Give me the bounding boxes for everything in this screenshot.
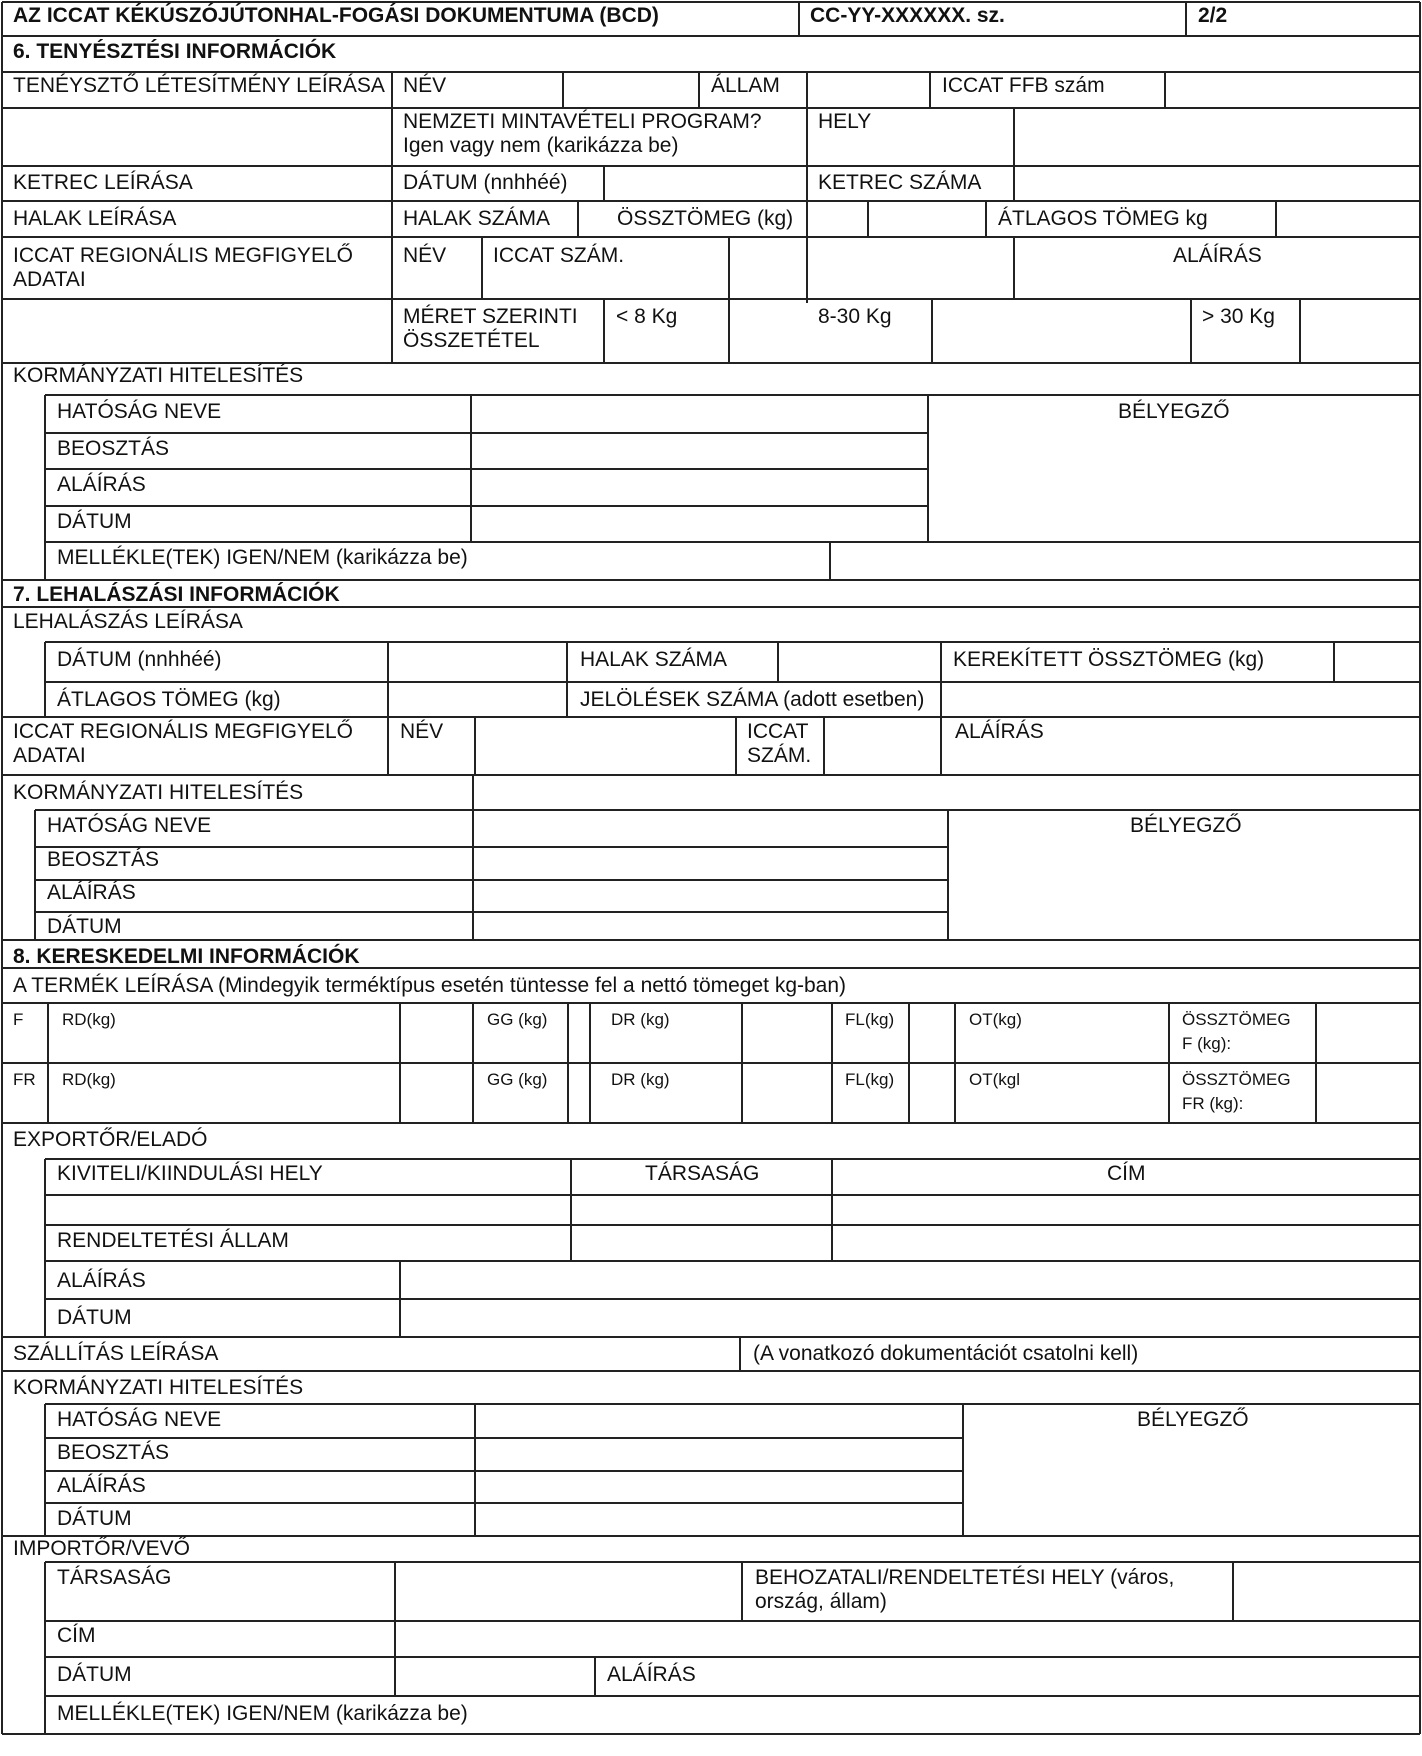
exporter-label: EXPORTŐR/ELADÓ	[13, 1128, 208, 1151]
harvest-description-label: LEHALÁSZÁS LEÍRÁSA	[13, 610, 243, 633]
trade-gov-signature-label: ALÁÍRÁS	[57, 1474, 146, 1497]
government-validation-label: KORMÁNYZATI HITELESÍTÉS	[13, 364, 304, 387]
importer-label: IMPORTŐR/VEVŐ	[13, 1537, 190, 1560]
annex-label: MELLÉKLE(TEK) IGEN/NEM (karikázza be)	[57, 546, 468, 569]
observer-signature-label: ALÁÍRÁS	[1173, 244, 1262, 267]
importer-address-label: CÍM	[57, 1624, 96, 1647]
fr-gg-label: GG (kg)	[487, 1070, 548, 1089]
place-label: HELY	[818, 110, 872, 133]
f-ot-label: OT(kg)	[969, 1010, 1022, 1029]
size-composition-label-line2: ÖSSZETÉTEL	[403, 329, 540, 352]
harvest-authority-name-label: HATÓSÁG NEVE	[47, 814, 212, 837]
cage-number-label: KETREC SZÁMA	[818, 171, 982, 194]
sampling-program-hint: Igen vagy nem (karikázza be)	[403, 134, 679, 157]
transport-note: (A vonatkozó dokumentációt csatolni kell)	[753, 1342, 1139, 1365]
fish-description-label: HALAK LEÍRÁSA	[13, 207, 177, 230]
f-fl-label: FL(kg)	[845, 1010, 895, 1029]
observer-label: ICCAT REGIONÁLIS MEGFIGYELŐ	[13, 244, 353, 267]
product-type-f: F	[13, 1010, 24, 1029]
size-composition-label: MÉRET SZERINTI	[403, 305, 578, 328]
importer-date-label: DÁTUM	[57, 1663, 132, 1686]
importer-company-label: TÁRSASÁG	[57, 1566, 172, 1589]
section-7-title: 7. LEHALÁSZÁSI INFORMÁCIÓK	[13, 583, 340, 606]
harvest-observer-label-line2: ADATAI	[13, 744, 86, 767]
trade-gov-date-label: DÁTUM	[57, 1507, 132, 1530]
section-6-title: 6. TENYÉSZTÉSI INFORMÁCIÓK	[13, 40, 337, 63]
importer-signature-label: ALÁÍRÁS	[607, 1663, 696, 1686]
exporter-signature-label: ALÁÍRÁS	[57, 1269, 146, 1292]
harvest-observer-label: ICCAT REGIONÁLIS MEGFIGYELŐ	[13, 720, 353, 743]
f-gg-label: GG (kg)	[487, 1010, 548, 1029]
trade-authority-name-label: HATÓSÁG NEVE	[57, 1408, 222, 1431]
harvest-iccat-label-line2: SZÁM.	[747, 744, 812, 767]
page-number: 2/2	[1198, 4, 1228, 27]
observer-iccat-number-label: ICCAT SZÁM.	[493, 244, 625, 267]
fr-rd-label: RD(kg)	[62, 1070, 116, 1089]
trade-government-validation-label: KORMÁNYZATI HITELESÍTÉS	[13, 1376, 304, 1399]
harvest-gov-date-label: DÁTUM	[47, 915, 122, 938]
import-place-label-line2: ország, állam)	[755, 1590, 887, 1613]
document-number: CC-YY-XXXXXX. sz.	[810, 4, 1005, 27]
total-weight-label: ÖSSZTÖMEG (kg)	[617, 207, 794, 230]
product-description-label: A TERMÉK LEÍRÁSA (Mindegyik terméktípus esetén tüntesse fel a nettó tömeget kg-ban)	[13, 974, 847, 997]
harvest-government-validation-label: KORMÁNYZATI HITELESÍTÉS	[13, 781, 304, 804]
facility-name-label: NÉV	[403, 74, 447, 97]
fish-count-label: HALAK SZÁMA	[403, 207, 551, 230]
fr-total-weight-label: ÖSSZTÖMEG	[1182, 1070, 1291, 1089]
importer-annex-label: MELLÉKLE(TEK) IGEN/NEM (karikázza be)	[57, 1702, 468, 1725]
harvest-stamp-label: BÉLYEGZŐ	[1130, 814, 1242, 837]
trade-position-label: BEOSZTÁS	[57, 1441, 170, 1464]
product-type-fr: FR	[13, 1070, 36, 1089]
size-under-8kg-label: < 8 Kg	[616, 305, 678, 328]
export-place-label: KIVITELI/KIINDULÁSI HELY	[57, 1162, 323, 1185]
fr-total-weight-label-line2: FR (kg):	[1182, 1094, 1244, 1113]
harvest-average-weight-label: ÁTLAGOS TÖMEG (kg)	[57, 688, 281, 711]
cage-date-label: DÁTUM (nnhhéé)	[403, 171, 568, 194]
cage-description-label: KETREC LEÍRÁSA	[13, 171, 193, 194]
document-title: AZ ICCAT KÉKÚSZÓJÚTONHAL-FOGÁSI DOKUMENTUMA (BCD)	[13, 4, 659, 27]
harvest-fish-count-label: HALAK SZÁMA	[580, 648, 728, 671]
harvest-gov-signature-label: ALÁÍRÁS	[47, 881, 136, 904]
date-label: DÁTUM	[57, 510, 132, 533]
stamp-label: BÉLYEGZŐ	[1118, 400, 1230, 423]
position-label: BEOSZTÁS	[57, 437, 170, 460]
average-weight-label: ÁTLAGOS TÖMEG kg	[998, 207, 1208, 230]
sampling-program-label: NEMZETI MINTAVÉTELI PROGRAM?	[403, 110, 762, 133]
size-over-30kg-label: > 30 Kg	[1202, 305, 1275, 328]
tag-numbers-label: JELÖLÉSEK SZÁMA (adott esetben)	[580, 688, 925, 711]
f-rd-label: RD(kg)	[62, 1010, 116, 1029]
fr-fl-label: FL(kg)	[845, 1070, 895, 1089]
facility-label: TENÉYSZTŐ LÉTESÍTMÉNY LEÍRÁSA	[13, 74, 385, 97]
harvest-date-label: DÁTUM (nnhhéé)	[57, 648, 222, 671]
facility-state-label: ÁLLAM	[711, 74, 780, 97]
transport-description-label: SZÁLLÍTÁS LEÍRÁSA	[13, 1342, 219, 1365]
size-8-30kg-label: 8-30 Kg	[818, 305, 892, 328]
rounded-total-weight-label: KEREKÍTETT ÖSSZTÖMEG (kg)	[953, 648, 1265, 671]
f-total-weight-label: ÖSSZTÖMEG	[1182, 1010, 1291, 1029]
fr-ot-label: OT(kgl	[969, 1070, 1020, 1089]
harvest-iccat-label: ICCAT	[747, 720, 809, 743]
exporter-address-label: CÍM	[1107, 1162, 1146, 1185]
exporter-date-label: DÁTUM	[57, 1306, 132, 1329]
trade-stamp-label: BÉLYEGZŐ	[1137, 1408, 1249, 1431]
destination-state-label: RENDELTETÉSI ÁLLAM	[57, 1229, 289, 1252]
section-8-title: 8. KERESKEDELMI INFORMÁCIÓK	[13, 945, 360, 968]
authority-name-label: HATÓSÁG NEVE	[57, 400, 222, 423]
f-dr-label: DR (kg)	[611, 1010, 670, 1029]
observer-name-label: NÉV	[403, 244, 447, 267]
f-total-weight-label-line2: F (kg):	[1182, 1034, 1232, 1053]
exporter-company-label: TÁRSASÁG	[645, 1162, 760, 1185]
harvest-position-label: BEOSZTÁS	[47, 848, 160, 871]
observer-label-line2: ADATAI	[13, 268, 86, 291]
ffb-number-label: ICCAT FFB szám	[942, 74, 1105, 97]
fr-dr-label: DR (kg)	[611, 1070, 670, 1089]
import-place-label: BEHOZATALI/RENDELTETÉSI HELY (város,	[755, 1566, 1175, 1589]
harvest-signature-label: ALÁÍRÁS	[955, 720, 1044, 743]
harvest-observer-name-label: NÉV	[400, 720, 444, 743]
signature-label: ALÁÍRÁS	[57, 473, 146, 496]
